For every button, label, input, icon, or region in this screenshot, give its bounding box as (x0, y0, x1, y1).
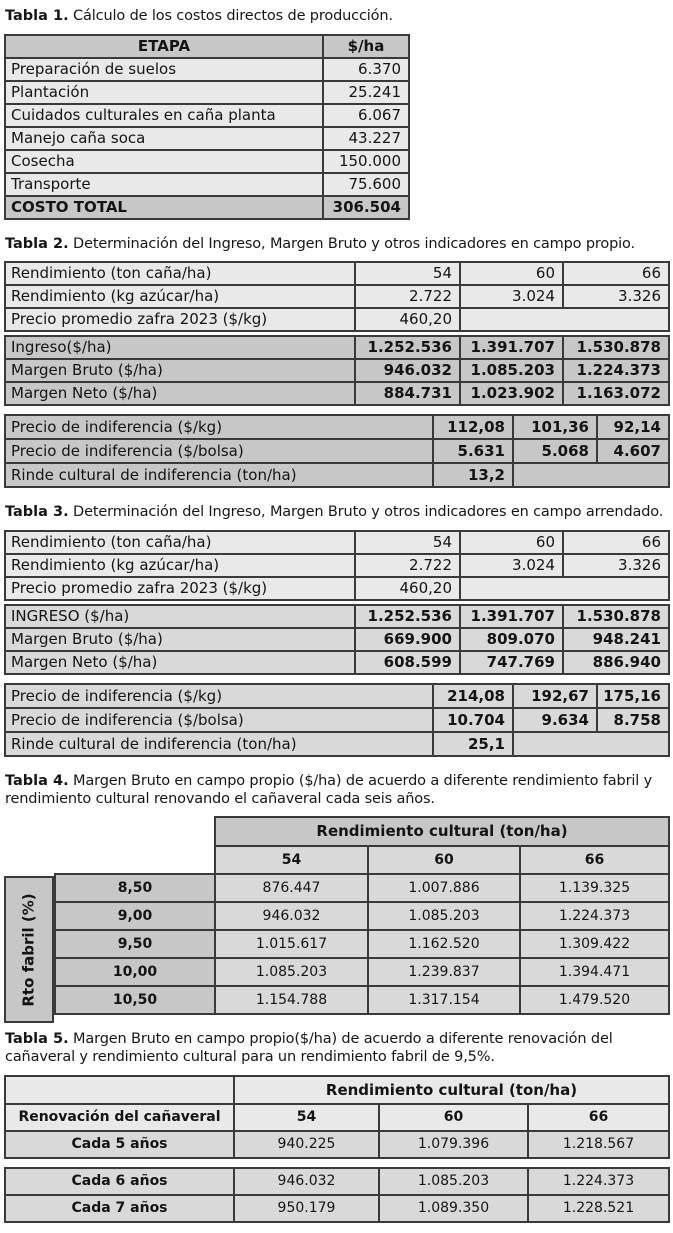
stage-label-cell: Plantación (5, 81, 323, 104)
value-cell: 1.228.521 (528, 1195, 669, 1222)
value-cell: 54 (355, 262, 460, 285)
value-cell: 1.224.373 (528, 1168, 669, 1195)
row-label-cell: Rinde cultural de indiferencia (ton/ha) (5, 732, 433, 756)
row-label-cell: INGRESO ($/ha) (5, 605, 355, 628)
rinde-value-cell: 13,2 (433, 463, 513, 487)
spacer-cell (55, 817, 215, 846)
rto-fabril-value-cell: 9,50 (55, 930, 215, 958)
value-cell: 101,36 (513, 415, 597, 439)
table2-caption (5, 236, 668, 254)
row-label-cell: Precio de indiferencia ($/bolsa) (5, 439, 433, 463)
price-row (5, 577, 669, 600)
table2-indicadores-top (4, 261, 670, 332)
table1-total-row (5, 196, 409, 219)
table5-group-header-row (5, 1076, 669, 1104)
table-row (5, 1168, 669, 1195)
table-row (5, 81, 409, 104)
value-cell: 1.163.072 (563, 382, 669, 405)
table1-caption-number: Tabla 1. (5, 8, 69, 24)
value-cell: 1.085.203 (460, 359, 563, 382)
table-row (5, 1131, 669, 1158)
value-cell: 3.326 (563, 285, 669, 308)
spacer-cell (55, 846, 215, 874)
etapa-header-cell: ETAPA (5, 35, 323, 58)
table4-caption-number: Tabla 4. (5, 773, 69, 790)
value-cell: 175,16 (597, 684, 669, 708)
table1-caption-text: Cálculo de los costos directos de producción. (68, 8, 393, 24)
value-cell: 1.252.536 (355, 336, 460, 359)
renovacion-label-cell: Cada 5 años (5, 1131, 234, 1158)
table4-margen-bruto-fabril (54, 816, 670, 1015)
stage-label-cell: Preparación de suelos (5, 58, 323, 81)
row-label-cell: Precio de indiferencia ($/kg) (5, 684, 433, 708)
renovacion-header-cell: Renovación del cañaveral (5, 1104, 234, 1131)
table-row (5, 651, 669, 674)
value-cell: 946.032 (215, 902, 368, 930)
renovacion-label-cell: Cada 7 años (5, 1195, 234, 1222)
stage-label-cell: Cosecha (5, 150, 323, 173)
rinde-value-cell: 25,1 (433, 732, 513, 756)
table3-caption-number: Tabla 3. (5, 504, 69, 521)
total-label-cell: COSTO TOTAL (5, 196, 323, 219)
value-cell: 1.085.203 (215, 958, 368, 986)
value-cell: 4.607 (597, 439, 669, 463)
row-label-cell: Margen Neto ($/ha) (5, 382, 355, 405)
table-row (5, 262, 669, 285)
row-label-cell: Rinde cultural de indiferencia (ton/ha) (5, 463, 433, 487)
row-label-cell: Precio promedio zafra 2023 ($/kg) (5, 577, 355, 600)
row-label-cell: Ingreso($/ha) (5, 336, 355, 359)
row-label-cell: Margen Bruto ($/ha) (5, 359, 355, 382)
row-label-cell: Precio de indiferencia ($/bolsa) (5, 708, 433, 732)
row-label-cell: Rendimiento (kg azúcar/ha) (5, 285, 355, 308)
table-row (55, 874, 669, 902)
table1-costos-directos (4, 34, 410, 220)
value-cell: 876.447 (215, 874, 368, 902)
table4-group-header-row (55, 817, 669, 846)
table2-caption-number: Tabla 2. (5, 235, 69, 252)
value-cell: 946.032 (355, 359, 460, 382)
table3-caption-text: Determinación del Ingreso, Margen Bruto y otros indicadores en campo arrendado. (68, 504, 664, 521)
row-label-cell: Margen Neto ($/ha) (5, 651, 355, 674)
table-row (55, 986, 669, 1014)
cost-value-cell: 75.600 (323, 173, 409, 196)
price-value-cell: 460,20 (355, 308, 460, 331)
table-row (55, 930, 669, 958)
value-cell: 92,14 (597, 415, 669, 439)
value-cell: 8.758 (597, 708, 669, 732)
row-label-cell: Precio promedio zafra 2023 ($/kg) (5, 308, 355, 331)
table4-side-strip (4, 876, 54, 1023)
value-cell: 1.079.396 (379, 1131, 528, 1158)
value-cell: 1.394.471 (520, 958, 669, 986)
value-cell: 5.068 (513, 439, 597, 463)
table4-caption-text: Margen Bruto en campo propio ($/ha) de acuerdo a diferente rendimiento fabril y rendimiento cultural renovando el cañaveral cada seis años. (5, 773, 653, 807)
value-cell: 1.139.325 (520, 874, 669, 902)
value-cell: 1.224.373 (563, 359, 669, 382)
value-cell: 2.722 (355, 554, 460, 577)
table3-indiferencia (4, 683, 670, 757)
value-cell: 669.900 (355, 628, 460, 651)
value-cell: 1.154.788 (215, 986, 368, 1014)
price-row (5, 308, 669, 331)
value-cell: 1.391.707 (460, 605, 563, 628)
row-label-cell: Rendimiento (ton caña/ha) (5, 531, 355, 554)
stage-label-cell: Manejo caña soca (5, 127, 323, 150)
table4-col-header-row (55, 846, 669, 874)
value-cell: 3.024 (460, 554, 563, 577)
value-cell: 1.007.886 (368, 874, 520, 902)
value-cell: 1.391.707 (460, 336, 563, 359)
table-row (5, 104, 409, 127)
table2-caption-text: Determinación del Ingreso, Margen Bruto y otros indicadores en campo propio. (68, 235, 635, 252)
value-cell: 747.769 (460, 651, 563, 674)
cost-value-cell: 43.227 (323, 127, 409, 150)
rendimiento-cultural-header-cell: Rendimiento cultural (ton/ha) (234, 1076, 669, 1104)
merged-empty-cell (460, 577, 669, 600)
value-cell: 948.241 (563, 628, 669, 651)
value-cell: 809.070 (460, 628, 563, 651)
rto-fabril-vertical-label: Rto fabril (%) (20, 893, 38, 1007)
value-cell: 3.326 (563, 554, 669, 577)
rto-fabril-value-cell: 10,00 (55, 958, 215, 986)
stage-label-cell: Cuidados culturales en caña planta (5, 104, 323, 127)
value-cell: 192,67 (513, 684, 597, 708)
table-row (5, 173, 409, 196)
table5-margen-bruto-renovacion-b (4, 1167, 670, 1223)
table-row (5, 127, 409, 150)
col-header-cell: 54 (215, 846, 368, 874)
merged-empty-cell (513, 732, 669, 756)
rto-fabril-value-cell: 10,50 (55, 986, 215, 1014)
value-cell: 10.704 (433, 708, 513, 732)
table2-indiferencia (4, 414, 670, 488)
value-cell: 66 (563, 262, 669, 285)
row-label-cell: Rendimiento (kg azúcar/ha) (5, 554, 355, 577)
value-cell: 60 (460, 531, 563, 554)
col-header-cell: 60 (368, 846, 520, 874)
table5-caption (5, 1031, 668, 1066)
col-header-cell: 66 (528, 1104, 669, 1131)
value-cell: 950.179 (234, 1195, 379, 1222)
value-cell: 1.085.203 (368, 902, 520, 930)
table5-caption-text: Margen Bruto en campo propio($/ha) de acuerdo a diferente renovación del cañaveral y rendimiento cultural para un rendimiento fabril de 9,5%. (5, 1031, 613, 1066)
table-row (55, 958, 669, 986)
value-cell: 1.479.520 (520, 986, 669, 1014)
row-label-cell: Margen Bruto ($/ha) (5, 628, 355, 651)
table-row (5, 359, 669, 382)
merged-empty-cell (460, 308, 669, 331)
col-header-cell: 66 (520, 846, 669, 874)
cost-header-cell: $/ha (323, 35, 409, 58)
total-value-cell: 306.504 (323, 196, 409, 219)
value-cell: 1.309.422 (520, 930, 669, 958)
merged-empty-cell (513, 463, 669, 487)
table1-header-row (5, 35, 409, 58)
renovacion-label-cell: Cada 6 años (5, 1168, 234, 1195)
table-row (5, 708, 669, 732)
value-cell: 1.023.902 (460, 382, 563, 405)
value-cell: 886.940 (563, 651, 669, 674)
value-cell: 9.634 (513, 708, 597, 732)
table-row (5, 439, 669, 463)
rto-fabril-value-cell: 8,50 (55, 874, 215, 902)
rendimiento-cultural-header-cell: Rendimiento cultural (ton/ha) (215, 817, 669, 846)
table-row (5, 336, 669, 359)
table3-indicadores-top (4, 530, 670, 601)
value-cell: 2.722 (355, 285, 460, 308)
rinde-row (5, 463, 669, 487)
value-cell: 60 (460, 262, 563, 285)
value-cell: 1.089.350 (379, 1195, 528, 1222)
value-cell: 5.631 (433, 439, 513, 463)
value-cell: 1.530.878 (563, 605, 669, 628)
row-label-cell: Precio de indiferencia ($/kg) (5, 415, 433, 439)
value-cell: 940.225 (234, 1131, 379, 1158)
rto-fabril-value-cell: 9,00 (55, 902, 215, 930)
value-cell: 946.032 (234, 1168, 379, 1195)
value-cell: 66 (563, 531, 669, 554)
col-header-cell: 54 (234, 1104, 379, 1131)
value-cell: 1.015.617 (215, 930, 368, 958)
table1-caption (5, 8, 668, 26)
table5-col-header-row (5, 1104, 669, 1131)
table-row (55, 902, 669, 930)
value-cell: 1.224.373 (520, 902, 669, 930)
table3-indicadores-bold (4, 604, 670, 675)
table2-indicadores-bold (4, 335, 670, 406)
stage-label-cell: Transporte (5, 173, 323, 196)
table-row (5, 684, 669, 708)
value-cell: 1.218.567 (528, 1131, 669, 1158)
cost-value-cell: 25.241 (323, 81, 409, 104)
value-cell: 884.731 (355, 382, 460, 405)
value-cell: 608.599 (355, 651, 460, 674)
table-row (5, 382, 669, 405)
value-cell: 1.162.520 (368, 930, 520, 958)
row-label-cell: Rendimiento (ton caña/ha) (5, 262, 355, 285)
value-cell: 1.530.878 (563, 336, 669, 359)
value-cell: 112,08 (433, 415, 513, 439)
table3-caption (5, 504, 668, 522)
table-row (5, 415, 669, 439)
value-cell: 1.252.536 (355, 605, 460, 628)
rinde-row (5, 732, 669, 756)
value-cell: 1.317.154 (368, 986, 520, 1014)
table-row (5, 554, 669, 577)
table-row (5, 628, 669, 651)
value-cell: 54 (355, 531, 460, 554)
table-row (5, 285, 669, 308)
table5-margen-bruto-renovacion (4, 1075, 670, 1159)
table-row (5, 605, 669, 628)
cost-value-cell: 150.000 (323, 150, 409, 173)
table5-caption-number: Tabla 5. (5, 1031, 69, 1048)
value-cell: 1.239.837 (368, 958, 520, 986)
value-cell: 214,08 (433, 684, 513, 708)
value-cell: 1.085.203 (379, 1168, 528, 1195)
table4-container (20, 816, 668, 1015)
empty-corner-cell (5, 1076, 234, 1104)
price-value-cell: 460,20 (355, 577, 460, 600)
table4-caption (5, 773, 668, 808)
value-cell: 3.024 (460, 285, 563, 308)
table-row (5, 531, 669, 554)
table-row (5, 1195, 669, 1222)
col-header-cell: 60 (379, 1104, 528, 1131)
table-row (5, 150, 409, 173)
cost-value-cell: 6.370 (323, 58, 409, 81)
cost-value-cell: 6.067 (323, 104, 409, 127)
table-row (5, 58, 409, 81)
